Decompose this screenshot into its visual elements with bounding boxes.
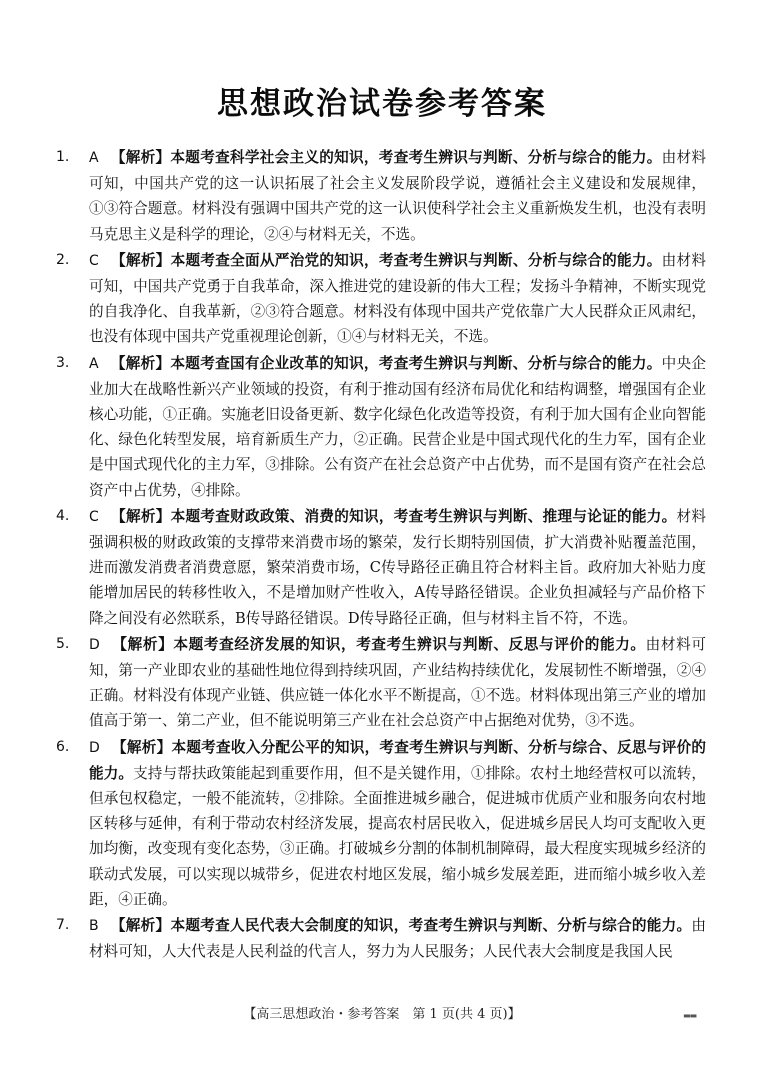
question-item <box>0 351 764 503</box>
question-answer: C <box>89 508 99 525</box>
analysis-lead: 本题考查全面从严治党的知识，考查考生辨识与判断、分析与综合的能力。 <box>170 251 662 269</box>
analysis-tag: 【解析】 <box>110 354 171 372</box>
analysis-body: 中央企业加大在战略性新兴产业领域的投资，有利于推动国有经济布局优化和结构调整，增强国有企业核心功能，①正确。实施老旧设备更新、数字化绿色化改造等投资，有利于加大国有企业向智能化、绿色化转型发展，培育新质生产力，②正确。民营企业是中国式现代化的生力军，国有企业是中国式现代化的主力军，③排除。公有资产在社会总资产中占优势，而不是国有资产在社会总资产中占优势，④排除。 <box>89 354 706 499</box>
question-answer: D <box>89 636 100 653</box>
analysis-tag: 【解析】 <box>110 251 171 269</box>
analysis-lead: 本题考查科学社会主义的知识，考查考生辨识与判断、分析与综合的能力。 <box>170 149 662 166</box>
question-number: 7. <box>56 917 70 934</box>
question-item <box>0 145 764 247</box>
question-number: 4. <box>56 507 70 524</box>
question-item <box>0 504 764 631</box>
analysis-tag: 【解析】 <box>110 917 171 935</box>
analysis-body: 材料强调积极的财政政策的支撑带来消费市场的繁荣，发行长期特别国债，扩大消费补贴覆盖范围，进而激发消费者消费意愿，繁荣消费市场，C传导路径正确且符合材料主旨。政府加大补贴力度能增加居民的转移性收入，不是增加财产性收入，A传导路径错误。企业负担减轻与产品价格下降之间没有必然联系，B传导路径错误。D传导路径正确，但与材料主旨不符，不选。 <box>89 507 706 627</box>
question-answer: D <box>89 739 100 756</box>
analysis-body: 由材料可知，第一产业即农业的基础性地位得到持续巩固，产业结构持续优化，发展韧性不断增强，②④正确。材料没有体现产业链、供应链一体化水平不断提高，①不选。材料体现出第三产业的增加值高于第一、第二产业，但不能说明第三产业在社会总资产中占据绝对优势，③不选。 <box>89 635 706 730</box>
analysis-lead: 本题考查财政政策、消费的知识，考查考生辨识与判断、推理与论证的能力。 <box>170 507 677 525</box>
analysis-lead: 本题考查人民代表大会制度的知识，考查考生辨识与判断、分析与综合的能力。 <box>170 917 692 935</box>
question-list <box>0 145 764 966</box>
question-answer: B <box>89 918 99 935</box>
question-number: 2. <box>56 251 70 268</box>
analysis-tag: 【解析】 <box>111 738 172 756</box>
question-item <box>0 735 764 912</box>
analysis-lead: 本题考查国有企业改革的知识，考查考生辨识与判断、分析与综合的能力。 <box>170 354 662 372</box>
question-answer: A <box>89 355 99 372</box>
question-number: 1. <box>56 149 70 165</box>
analysis-lead: 本题考查经济发展的知识，考查考生辨识与判断、反思与评价的能力。 <box>173 635 646 653</box>
question-item <box>0 632 764 734</box>
analysis-body: 支持与帮扶政策能起到重要作用，但不是关键作用，①排除。农村土地经营权可以流转，但承包权稳定，一般不能流转，②排除。全面推进城乡融合，促进城市优质产业和服务向农村地区转移与延伸，有利于带动农村经济发展，提高农村居民收入，促进城乡居民人均可支配收入更加均衡，改变现有变化态势，③正确。打破城乡分割的体制机制障碍，最大程度实现城乡经济的联动式发展，可以实现以城带乡，促进农村地区发展，缩小城乡发展差距，进而缩小城乡收入差距，④正确。 <box>89 764 706 908</box>
analysis-body: 由材料可知，中国共产党勇于自我革命，深入推进党的建设新的伟大工程；发扬斗争精神，不断实现党的自我净化、自我革新，②③符合题意。材料没有体现中国共产党依靠广大人民群众正风肃纪，也没有体现中国共产党重视理论创新，①④与材料无关，不选。 <box>89 251 706 346</box>
question-number: 3. <box>56 354 70 371</box>
question-answer: C <box>89 252 99 269</box>
question-item <box>0 248 764 350</box>
analysis-tag: 【解析】 <box>110 149 171 166</box>
analysis-body: 由材料可知，中国共产党的这一认识拓展了社会主义发展阶段学说，遵循社会主义建设和发展规律，①③符合题意。材料没有强调中国共产党的这一认识使科学社会主义重新焕发生机，也没有表明马克思主义是科学的理论，②④与材料无关，不选。 <box>89 149 706 243</box>
question-number: 5. <box>56 635 70 652</box>
analysis-lead: 本题考查收入分配公平的知识，考查考生辨识与判断、分析与综合、反思与评价的能力。 <box>89 738 706 782</box>
question-number: 6. <box>56 738 70 755</box>
analysis-tag: 【解析】 <box>110 507 171 525</box>
question-answer: A <box>89 150 99 166</box>
analysis-body: 由材料可知，人大代表是人民利益的代言人，努力为人民服务；人民代表大会制度是我国人民 <box>89 917 706 961</box>
corner-mark: ▬▬ <box>683 1011 697 1020</box>
question-item <box>0 913 764 964</box>
page-footer: 【高三思想政治・参考答案 第 1 页(共 4 页)】 <box>243 1007 521 1022</box>
page-title: 思想政治试卷参考答案 <box>217 86 547 122</box>
analysis-tag: 【解析】 <box>111 635 174 653</box>
